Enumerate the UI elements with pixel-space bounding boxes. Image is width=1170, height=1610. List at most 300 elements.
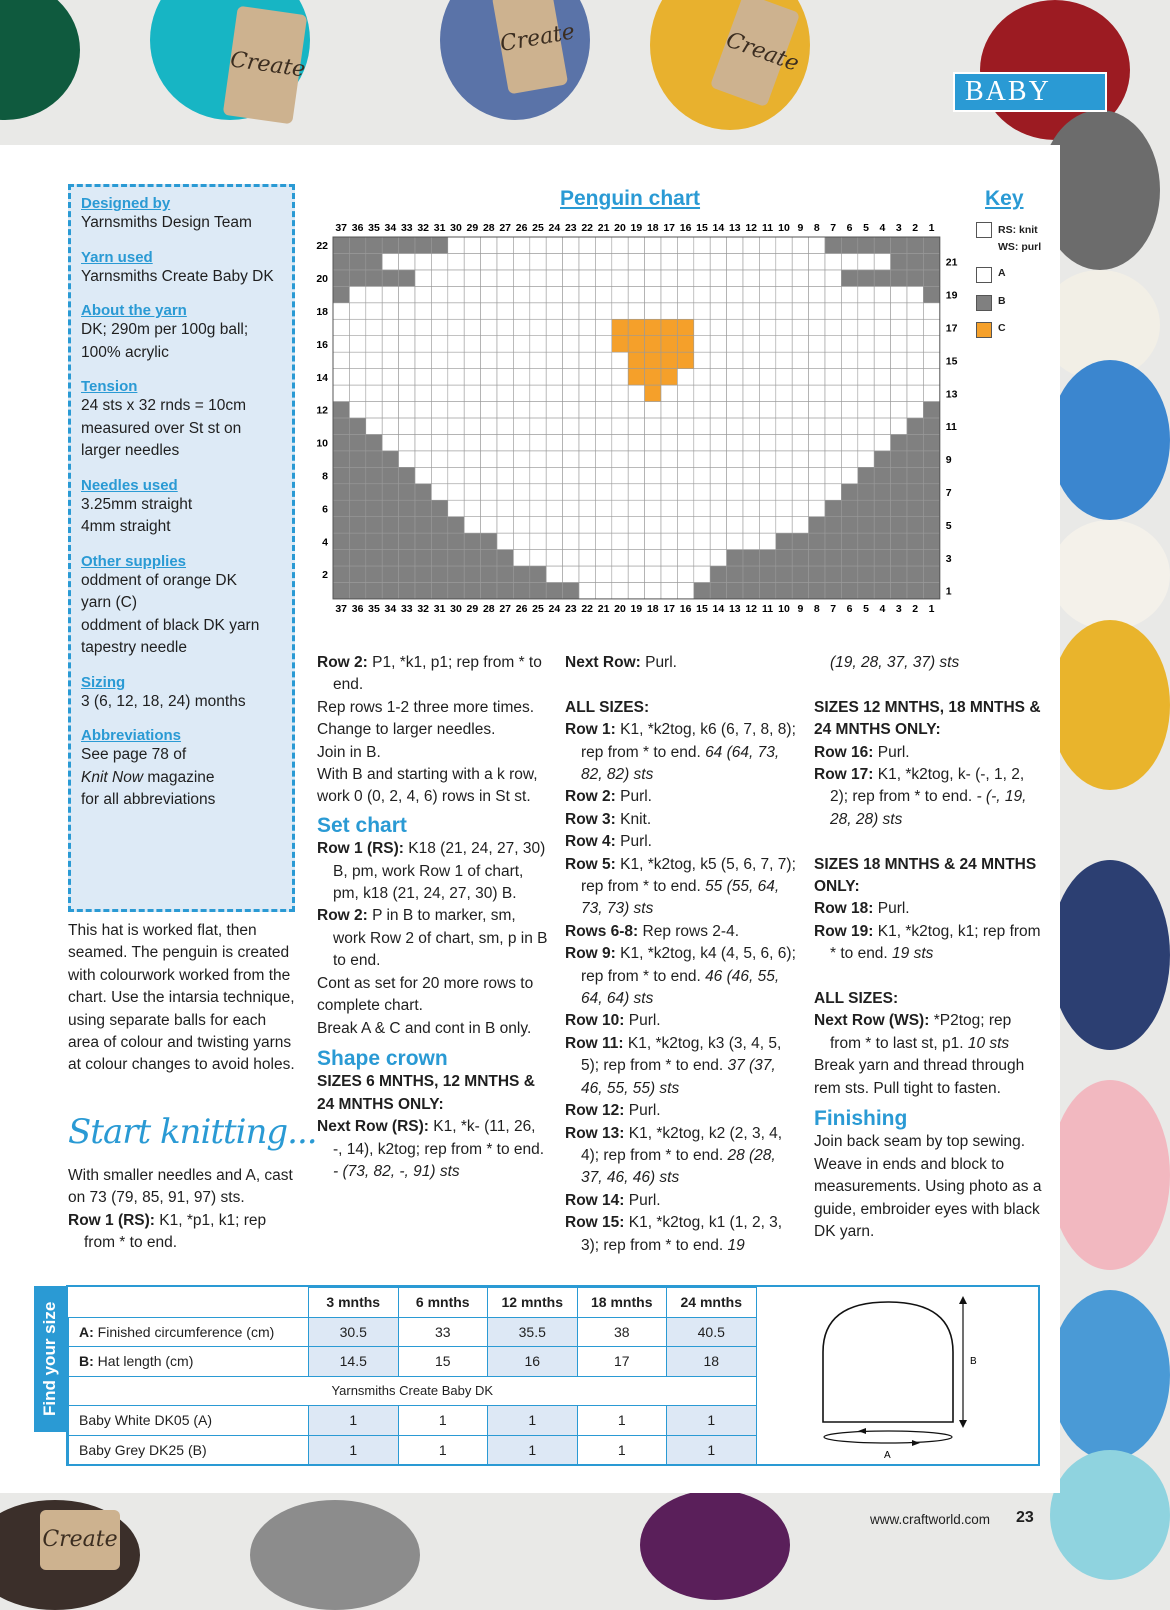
- chart-cell: [628, 582, 644, 598]
- chart-cell: [874, 303, 890, 319]
- chart-cell: [694, 253, 710, 269]
- chart-cell: [349, 434, 365, 450]
- chart-col-label-top: 10: [778, 222, 790, 234]
- chart-cell: [431, 286, 447, 302]
- chart-cell: [415, 484, 431, 500]
- chart-cell: [727, 352, 743, 368]
- chart-cell: [809, 319, 825, 335]
- chart-cell: [710, 517, 726, 533]
- chart-cell: [333, 467, 349, 483]
- chart-cell: [382, 270, 398, 286]
- chart-cell: [497, 237, 513, 253]
- chart-cell: [399, 517, 415, 533]
- stitch-count: 46 (46, 55, 64, 64) sts: [581, 967, 780, 1008]
- chart-cell: [349, 303, 365, 319]
- chart-cell: [366, 352, 382, 368]
- key-label: A: [998, 267, 1006, 279]
- chart-cell: [923, 500, 939, 516]
- pattern-row: [565, 652, 797, 674]
- chart-cell: [563, 369, 579, 385]
- chart-cell: [841, 286, 857, 302]
- chart-cell: [743, 566, 759, 582]
- chart-col-label-top: 37: [335, 222, 348, 234]
- chart-cell: [809, 434, 825, 450]
- chart-cell: [710, 533, 726, 549]
- chart-cell: [530, 418, 546, 434]
- chart-cell: [579, 303, 595, 319]
- chart-cell: [759, 533, 775, 549]
- chart-cell: [415, 517, 431, 533]
- chart-cell: [563, 484, 579, 500]
- chart-cell: [349, 402, 365, 418]
- chart-col-label-top: 26: [515, 222, 528, 234]
- chart-cell: [907, 319, 923, 335]
- chart-cell: [858, 484, 874, 500]
- chart-cell: [628, 517, 644, 533]
- chart-cell: [546, 369, 562, 385]
- chart-cell: [382, 385, 398, 401]
- chart-cell: [497, 319, 513, 335]
- stitch-count: - (-, 19, 28, 28) sts: [830, 788, 1027, 828]
- info-heading: Tension: [81, 378, 138, 395]
- pattern-row: [565, 943, 797, 1010]
- chart-cell: [825, 369, 841, 385]
- chart-col-label-bottom: 30: [450, 602, 462, 615]
- chart-cell: [415, 434, 431, 450]
- chart-cell: [366, 517, 382, 533]
- chart-cell: [481, 237, 497, 253]
- chart-cell: [743, 467, 759, 483]
- row-label: Row 1:: [565, 721, 616, 739]
- chart-cell: [382, 484, 398, 500]
- chart-cell: [448, 500, 464, 516]
- chart-cell: [513, 352, 529, 368]
- row-label: Row 2:: [317, 907, 368, 925]
- chart-cell: [612, 500, 628, 516]
- chart-cell: [464, 418, 480, 434]
- chart-cell: [628, 550, 644, 566]
- chart-cell: [415, 352, 431, 368]
- chart-cell: [513, 582, 529, 598]
- chart-cell: [399, 402, 415, 418]
- measure-name: Hat length (cm): [93, 1353, 194, 1370]
- chart-cell: [776, 533, 792, 549]
- table-row: [69, 1317, 757, 1347]
- chart-cell: [645, 369, 661, 385]
- chart-cell: [415, 467, 431, 483]
- chart-cell: [366, 566, 382, 582]
- chart-cell: [530, 434, 546, 450]
- chart-cell: [349, 517, 365, 533]
- chart-cell: [563, 352, 579, 368]
- chart-cell: [399, 319, 415, 335]
- chart-cell: [645, 352, 661, 368]
- chart-cell: [333, 402, 349, 418]
- chart-cell: [628, 484, 644, 500]
- chart-cell: [464, 550, 480, 566]
- chart-col-label-top: 34: [384, 222, 397, 234]
- chart-cell: [727, 434, 743, 450]
- chart-cell: [661, 270, 677, 286]
- abbrev-text: See page 78 of: [81, 746, 187, 763]
- chart-cell: [382, 467, 398, 483]
- chart-cell: [431, 484, 447, 500]
- chart-cell: [858, 385, 874, 401]
- chart-col-label-top: 20: [614, 222, 626, 234]
- chart-cell: [546, 336, 562, 352]
- chart-col-label-bottom: 3: [895, 602, 902, 615]
- chart-cell: [399, 385, 415, 401]
- chart-cell: [858, 418, 874, 434]
- row-label: Row 14:: [565, 1191, 625, 1209]
- chart-cell: [333, 517, 349, 533]
- table-cell: 14.5: [309, 1347, 399, 1377]
- measure-letter: B:: [79, 1353, 94, 1370]
- hat-diagram: [798, 1292, 998, 1462]
- chart-cell: [612, 533, 628, 549]
- chart-cell: [809, 467, 825, 483]
- chart-cell: [792, 500, 808, 516]
- chart-row-label-right: 7: [945, 486, 952, 499]
- chart-cell: [530, 385, 546, 401]
- row-text: Purl.: [640, 654, 677, 671]
- chart-col-label-top: 27: [499, 222, 512, 234]
- chart-cell: [415, 402, 431, 418]
- chart-col-label-top: 5: [863, 222, 869, 234]
- chart-cell: [546, 434, 562, 450]
- chart-col-label-top: 6: [846, 222, 853, 234]
- chart-cell: [399, 451, 415, 467]
- chart-cell: [628, 369, 644, 385]
- chart-cell: [891, 369, 907, 385]
- row-text: Purl.: [624, 1102, 661, 1120]
- chart-cell: [858, 402, 874, 418]
- table-cell: 1: [577, 1406, 667, 1436]
- penguin-chart: [300, 215, 958, 615]
- chart-cell: [366, 550, 382, 566]
- row-label: Baby Grey DK25 (B): [69, 1435, 309, 1465]
- chart-cell: [563, 451, 579, 467]
- chart-cell: [727, 533, 743, 549]
- row-text: K1, *k2tog, k6 (6, 7, 8, 8); rep from * to end.: [581, 721, 796, 761]
- chart-cell: [792, 517, 808, 533]
- chart-cell: [858, 319, 874, 335]
- chart-cell: [546, 237, 562, 253]
- row-text: K1, *k2tog, k5 (5, 6, 7, 7); rep from * to end.: [581, 855, 796, 896]
- chart-cell: [481, 336, 497, 352]
- chart-cell: [776, 500, 792, 516]
- chart-cell: [513, 336, 529, 352]
- chart-cell: [874, 352, 890, 368]
- chart-cell: [612, 402, 628, 418]
- chart-cell: [743, 517, 759, 533]
- pattern-row: [565, 1123, 797, 1190]
- pattern-row: [317, 652, 549, 697]
- chart-cell: [809, 402, 825, 418]
- find-your-size-label: Find your size: [34, 1286, 66, 1432]
- stitch-count: - (73, 82, -, 91) sts: [333, 1162, 460, 1180]
- chart-cell: [858, 369, 874, 385]
- chart-cell: [809, 352, 825, 368]
- pattern-row: [317, 905, 549, 972]
- row-label: Row 11:: [565, 1034, 624, 1052]
- chart-cell: [595, 286, 611, 302]
- yarn-band-label: Create: [492, 0, 568, 94]
- chart-cell: [612, 369, 628, 385]
- chart-cell: [579, 517, 595, 533]
- chart-cell: [776, 550, 792, 566]
- chart-cell: [825, 352, 841, 368]
- chart-col-label-bottom: 31: [433, 602, 446, 615]
- chart-cell: [366, 237, 382, 253]
- chart-cell: [579, 402, 595, 418]
- chart-cell: [530, 484, 546, 500]
- chart-col-label-top: 33: [400, 222, 413, 234]
- chart-cell: [628, 434, 644, 450]
- size-column-header: 24 mnths: [667, 1288, 757, 1318]
- chart-col-label-bottom: 29: [466, 602, 479, 615]
- chart-cell: [415, 253, 431, 269]
- table-header-row: [69, 1288, 757, 1318]
- chart-col-label-bottom: 10: [778, 602, 790, 615]
- chart-cell: [431, 533, 447, 549]
- chart-cell: [464, 566, 480, 582]
- column-1-pattern: [68, 1165, 300, 1255]
- chart-cell: [497, 467, 513, 483]
- chart-cell: [677, 385, 693, 401]
- chart-cell: [759, 434, 775, 450]
- table-cell: 17: [577, 1347, 667, 1377]
- chart-cell: [759, 237, 775, 253]
- chart-cell: [710, 319, 726, 335]
- chart-cell: [595, 237, 611, 253]
- chart-cell: [366, 253, 382, 269]
- chart-cell: [579, 566, 595, 582]
- table-corner: [69, 1288, 309, 1318]
- chart-cell: [841, 533, 857, 549]
- chart-cell: [907, 550, 923, 566]
- chart-cell: [874, 582, 890, 598]
- table-row: [69, 1347, 757, 1377]
- chart-cell: [513, 517, 529, 533]
- chart-cell: [727, 517, 743, 533]
- chart-cell: [759, 270, 775, 286]
- chart-col-label-top: 30: [450, 222, 462, 234]
- chart-cell: [743, 336, 759, 352]
- chart-col-label-bottom: 14: [712, 602, 725, 615]
- chart-cell: [513, 253, 529, 269]
- chart-cell: [431, 402, 447, 418]
- pattern-line: With B and starting with a k row, work 0 (0, 2, 4, 6) rows in St st.: [317, 766, 538, 806]
- chart-cell: [431, 385, 447, 401]
- chart-cell: [513, 270, 529, 286]
- key-swatch: [976, 267, 992, 283]
- chart-row-label-right: 9: [945, 454, 952, 467]
- chart-cell: [907, 566, 923, 582]
- chart-cell: [825, 533, 841, 549]
- chart-cell: [530, 253, 546, 269]
- chart-cell: [841, 237, 857, 253]
- chart-cell: [595, 352, 611, 368]
- chart-cell: [563, 517, 579, 533]
- chart-cell: [907, 517, 923, 533]
- row-text: Purl.: [873, 743, 910, 761]
- row-label: Row 18:: [814, 900, 874, 918]
- chart-cell: [907, 402, 923, 418]
- chart-cell: [743, 402, 759, 418]
- chart-cell: [448, 451, 464, 467]
- chart-cell: [907, 253, 923, 269]
- chart-cell: [333, 369, 349, 385]
- chart-cell: [595, 550, 611, 566]
- row-text: Purl.: [615, 788, 652, 806]
- footer-url[interactable]: www.craftworld.com: [870, 1512, 991, 1527]
- pattern-row: [565, 809, 797, 831]
- row-label: Row 3:: [565, 810, 616, 828]
- chart-cell: [546, 467, 562, 483]
- chart-cell: [481, 566, 497, 582]
- chart-col-label-top: 8: [813, 222, 820, 234]
- chart-cell: [448, 336, 464, 352]
- chart-cell: [431, 270, 447, 286]
- pattern-row: [565, 719, 797, 786]
- chart-cell: [677, 336, 693, 352]
- chart-cell: [891, 336, 907, 352]
- chart-cell: [645, 385, 661, 401]
- chart-cell: [333, 451, 349, 467]
- chart-cell: [694, 303, 710, 319]
- chart-col-label-top: 11: [762, 222, 774, 234]
- chart-cell: [612, 385, 628, 401]
- chart-cell: [349, 352, 365, 368]
- chart-cell: [825, 418, 841, 434]
- chart-cell: [759, 550, 775, 566]
- key-title: Key: [985, 187, 1024, 210]
- chart-cell: [891, 286, 907, 302]
- chart-cell: [923, 319, 939, 335]
- chart-cell: [792, 467, 808, 483]
- chart-cell: [841, 451, 857, 467]
- chart-cell: [874, 336, 890, 352]
- chart-cell: [645, 566, 661, 582]
- chart-cell: [513, 550, 529, 566]
- chart-cell: [579, 237, 595, 253]
- chart-cell: [743, 286, 759, 302]
- chart-cell: [530, 467, 546, 483]
- chart-cell: [481, 303, 497, 319]
- chart-cell: [481, 500, 497, 516]
- row-text: K1, *k2tog, k1; rep from * to end.: [830, 922, 1041, 963]
- chart-cell: [448, 484, 464, 500]
- chart-cell: [481, 517, 497, 533]
- chart-cell: [382, 237, 398, 253]
- row-label: Row 1 (RS):: [317, 840, 404, 858]
- chart-cell: [333, 434, 349, 450]
- chart-cell: [874, 550, 890, 566]
- chart-cell: [825, 451, 841, 467]
- table-cell: 1: [667, 1435, 757, 1465]
- chart-row-label-left: 18: [316, 306, 328, 319]
- chart-cell: [415, 319, 431, 335]
- chart-cell: [858, 237, 874, 253]
- pattern-info-box: [68, 184, 295, 912]
- info-heading: Sizing: [81, 673, 126, 691]
- chart-cell: [530, 237, 546, 253]
- chart-cell: [546, 270, 562, 286]
- chart-cell: [891, 352, 907, 368]
- info-text: 3 (6, 12, 18, 24) months: [81, 692, 246, 710]
- chart-cell: [595, 467, 611, 483]
- row-text: K1, *k2tog, k- (-, 1, 2, 2); rep from * to end.: [830, 766, 1025, 806]
- chart-cell: [694, 270, 710, 286]
- stitch-count: 10 sts: [967, 1034, 1010, 1052]
- chart-cell: [825, 402, 841, 418]
- chart-cell: [727, 484, 743, 500]
- all-sizes-heading: ALL SIZES:: [814, 990, 899, 1008]
- chart-cell: [710, 237, 726, 253]
- chart-cell: [415, 500, 431, 516]
- chart-cell: [595, 369, 611, 385]
- chart-cell: [530, 517, 546, 533]
- chart-cell: [399, 336, 415, 352]
- chart-cell: [841, 303, 857, 319]
- chart-cell: [563, 319, 579, 335]
- chart-cell: [464, 402, 480, 418]
- key-item-knit: [976, 222, 1041, 256]
- row-label: Next Row (WS):: [814, 1012, 930, 1030]
- chart-cell: [546, 319, 562, 335]
- start-knitting-heading: Start knitting...: [68, 1112, 317, 1152]
- chart-cell: [399, 303, 415, 319]
- chart-cell: [694, 566, 710, 582]
- chart-cell: [612, 336, 628, 352]
- chart-col-label-bottom: 19: [630, 602, 643, 615]
- chart-cell: [382, 402, 398, 418]
- chart-cell: [399, 467, 415, 483]
- chart-cell: [759, 484, 775, 500]
- chart-cell: [661, 352, 677, 368]
- row-label: Row 2:: [565, 788, 616, 806]
- chart-col-label-top: 18: [646, 222, 659, 234]
- chart-cell: [809, 566, 825, 582]
- table-cell: 1: [309, 1406, 399, 1436]
- chart-col-label-bottom: 24: [548, 602, 561, 615]
- chart-cell: [841, 500, 857, 516]
- chart-row-label-left: 8: [322, 470, 328, 483]
- chart-cell: [874, 418, 890, 434]
- pattern-row: [814, 898, 1046, 920]
- chart-cell: [727, 270, 743, 286]
- chart-cell: [513, 484, 529, 500]
- chart-cell: [809, 237, 825, 253]
- chart-cell: [415, 336, 431, 352]
- chart-cell: [513, 500, 529, 516]
- chart-cell: [825, 270, 841, 286]
- chart-cell: [907, 533, 923, 549]
- spacer: [814, 674, 1046, 696]
- row-text: Purl.: [624, 1012, 661, 1030]
- chart-cell: [841, 402, 857, 418]
- chart-cell: [431, 336, 447, 352]
- chart-cell: [743, 434, 759, 450]
- chart-cell: [464, 582, 480, 598]
- chart-col-label-bottom: 34: [384, 602, 397, 615]
- pattern-line: Cont as set for 20 more rows to complete chart.: [317, 974, 534, 1015]
- chart-cell: [841, 582, 857, 598]
- chart-cell: [612, 303, 628, 319]
- chart-cell: [497, 550, 513, 566]
- chart-cell: [645, 533, 661, 549]
